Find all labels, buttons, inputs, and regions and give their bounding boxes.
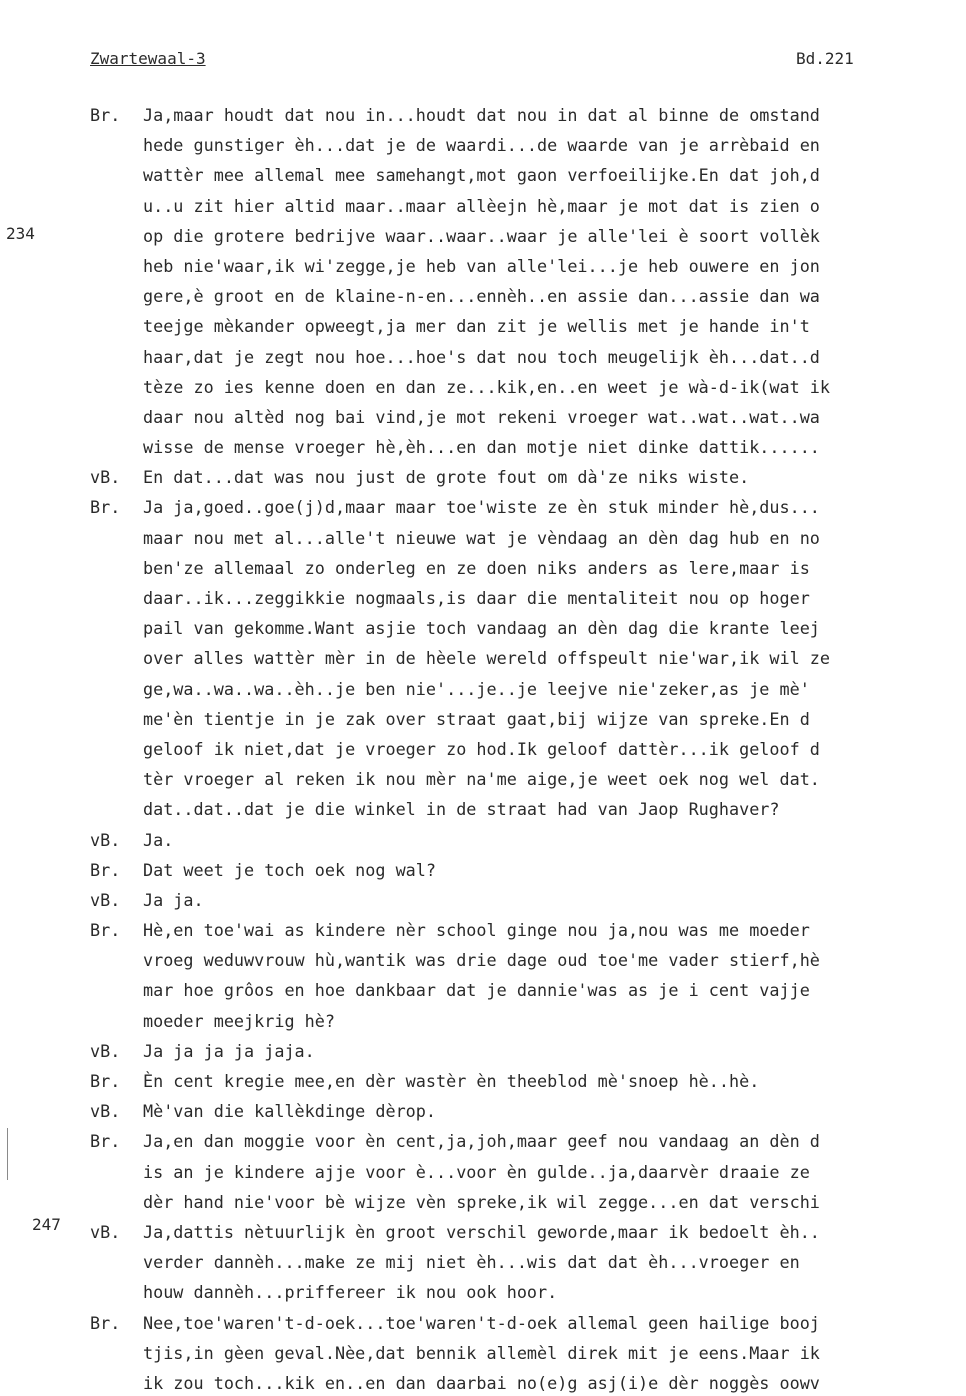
transcript-line xyxy=(90,1126,966,1156)
line-text: Ja ja. xyxy=(143,889,204,910)
line-text: is an je kindere ajje voor è...voor èn gulde..ja,daarvèr draaie ze xyxy=(143,1161,810,1182)
line-text: vroeg weduwvrouw hù,wantik was drie dage oud toe'me vader stierf,hè xyxy=(143,950,820,971)
line-text: ge,wa..wa..wa..èh..je ben nie'...je..je leejve nie'zeker,as je mè' xyxy=(143,678,810,699)
line-text: tèr vroeger al reken ik nou mèr na'me aige,je weet oek nog wel dat. xyxy=(143,769,820,790)
transcript-line xyxy=(90,1338,966,1368)
line-text: dat..dat..dat je die winkel in de straat had van Jaop Rughaver? xyxy=(143,799,780,820)
transcript-line xyxy=(90,734,966,764)
transcript-line xyxy=(90,975,966,1005)
line-text: op die grotere bedrijve waar..waar..waar je alle'lei è soort vollèk xyxy=(143,225,820,246)
line-text: Nee,toe'waren't-d-oek...toe'waren't-d-oek allemal geen hailige booj xyxy=(143,1312,820,1333)
transcript-line xyxy=(90,643,966,673)
transcript-line xyxy=(90,1368,966,1396)
line-text: heb nie'waar,ik wi'zegge,je heb van alle'lei...je heb ouwere en jon xyxy=(143,255,820,276)
transcript-line xyxy=(90,372,966,402)
line-text: Ja. xyxy=(143,829,174,850)
transcript-line xyxy=(90,704,966,734)
line-text: pail van gekomme.Want asjie toch vandaag an dèn dag die krante leej xyxy=(143,618,820,639)
speaker-label: Br. xyxy=(90,920,121,941)
line-text: Èn cent kregie mee,en dèr wastèr èn theeblod mè'snoep hè..hè. xyxy=(143,1071,760,1091)
line-text: over alles wattèr mèr in de hèele wereld offspeult nie'war,ik wil ze xyxy=(143,648,831,669)
line-text: maar nou met al...alle't nieuwe wat je vèndaag an dèn dag hub en no xyxy=(143,527,820,548)
line-text: dèr hand nie'voor bè wijze vèn spreke,ik wil zegge...en dat verschi xyxy=(143,1191,820,1212)
transcript-line xyxy=(90,130,966,160)
margin-line-number: 247 xyxy=(32,1215,61,1234)
transcript-line xyxy=(90,1006,966,1036)
transcript-line xyxy=(90,583,966,613)
line-text: ik zou toch...kik en..en dan daarbai no(e)g asj(i)e dèr noggès oowv xyxy=(143,1372,820,1393)
line-text: daar nou altèd nog bai vind,je mot rekeni vroeger wat..wat..wat..wa xyxy=(143,406,820,427)
line-text: hede gunstiger èh...dat je de waardi...de waarde van je arrèbaid en xyxy=(143,135,820,156)
transcript-line xyxy=(90,764,966,794)
line-text: wisse de mense vroeger hè,èh...en dan motje niet dinke dattik...... xyxy=(143,437,820,458)
speaker-label: Br. xyxy=(90,1131,121,1152)
transcript-line xyxy=(90,523,966,553)
transcript-line xyxy=(90,553,966,583)
speaker-label: vB. xyxy=(90,1101,121,1122)
transcript-line xyxy=(90,100,966,130)
transcript-line xyxy=(90,794,966,824)
line-text: me'èn tientje in je zak over straat gaat,bij wijze van spreke.En d xyxy=(143,708,810,729)
margin-line-number: 234 xyxy=(6,224,35,243)
transcript-line xyxy=(90,160,966,190)
speaker-label: Br. xyxy=(90,497,121,518)
transcript-line xyxy=(90,221,966,251)
transcript-line xyxy=(90,1217,966,1247)
line-text: tèze zo ies kenne doen en dan ze...kik,en..en weet je wà-d-ik(wat ik xyxy=(143,376,831,397)
line-text: gere,è groot en de klaine-n-en...ennèh..en assie dan...assie dan wa xyxy=(143,286,820,307)
speaker-label: vB. xyxy=(90,1040,121,1061)
transcript-line xyxy=(90,825,966,855)
line-text: verder dannèh...make ze mij niet èh...wis dat dat èh...vroeger en xyxy=(143,1252,800,1273)
line-text: Ja,maar houdt dat nou in...houdt dat nou in dat al binne de omstand xyxy=(143,105,820,125)
page-reference: Bd.221 xyxy=(796,49,854,68)
line-text: Ja,en dan moggie voor èn cent,ja,joh,maar geef nou vandaag an dèn d xyxy=(143,1131,820,1152)
transcript-line xyxy=(90,492,966,522)
transcript-line xyxy=(90,945,966,975)
transcript-line xyxy=(90,1247,966,1277)
speaker-label: Br. xyxy=(90,1071,121,1091)
transcript-line xyxy=(90,281,966,311)
speaker-label: vB. xyxy=(90,889,121,910)
line-text: Hè,en toe'wai as kindere nèr school ginge nou ja,nou was me moeder xyxy=(143,920,810,941)
line-text: Ja,dattis nètuurlijk èn groot verschil geworde,maar ik bedoelt èh.. xyxy=(143,1221,820,1242)
transcript-line xyxy=(90,251,966,281)
transcript-line xyxy=(90,885,966,915)
transcript-line xyxy=(90,432,966,462)
transcript-line xyxy=(90,342,966,372)
speaker-label: vB. xyxy=(90,1221,121,1242)
line-text: haar,dat je zegt nou hoe...hoe's dat nou toch meugelijk èh...dat..d xyxy=(143,346,820,367)
speaker-label: vB. xyxy=(90,467,121,488)
line-text: daar..ik...zeggikkie nogmaals,is daar die mentaliteit nou op hoger xyxy=(143,588,810,608)
line-text: tjis,in gèen geval.Nèe,dat bennik allemèl direk mit je eens.Maar ik xyxy=(143,1342,820,1363)
line-text: geloof ik niet,dat je vroeger zo hod.Ik geloof dattèr...ik geloof d xyxy=(143,738,820,759)
transcript-line xyxy=(90,1308,966,1338)
speaker-label: vB. xyxy=(90,829,121,850)
transcript-line xyxy=(90,462,966,492)
line-text: En dat...dat was nou just de grote fout om dà'ze niks wiste. xyxy=(143,467,750,488)
line-text: teejge mèkander opweegt,ja mer dan zit je wellis met je hande in't xyxy=(143,316,810,337)
transcript-line xyxy=(90,613,966,643)
line-text: Ja ja ja ja jaja. xyxy=(143,1040,315,1061)
transcript-body xyxy=(90,100,966,1396)
line-text: Dat weet je toch oek nog wal? xyxy=(143,859,436,880)
line-text: houw dannèh...priffereer ik nou ook hoor. xyxy=(143,1282,558,1303)
transcript-line xyxy=(90,191,966,221)
transcript-line xyxy=(90,1036,966,1066)
line-text: mar hoe grôos en hoe dankbaar dat je dannie'was as je i cent vajje xyxy=(143,980,810,1001)
line-text: ben'ze allemaal zo onderleg en ze doen niks anders as lere,maar is xyxy=(143,557,810,578)
transcript-line xyxy=(90,1066,966,1096)
transcript-line xyxy=(90,1187,966,1217)
line-text: wattèr mee allemal mee samehangt,mot gaon verfoeilijke.En dat joh,d xyxy=(143,165,820,186)
speaker-label: Br. xyxy=(90,1312,121,1333)
page-title: Zwartewaal-3 xyxy=(90,49,206,68)
transcript-line xyxy=(90,1096,966,1126)
transcript-line xyxy=(90,915,966,945)
speaker-label: Br. xyxy=(90,859,121,880)
transcript-line xyxy=(90,1277,966,1307)
transcript-line xyxy=(90,1157,966,1187)
transcript-line xyxy=(90,402,966,432)
line-text: Ja ja,goed..goe(j)d,maar maar toe'wiste ze èn stuk minder hè,dus... xyxy=(143,497,820,518)
transcript-line xyxy=(90,674,966,704)
line-text: Mè'van die kallèkdinge dèrop. xyxy=(143,1101,436,1122)
line-text: moeder meejkrig hè? xyxy=(143,1010,335,1031)
transcript-line xyxy=(90,311,966,341)
transcript-line xyxy=(90,855,966,885)
line-text: u..u zit hier altid maar..maar allèejn hè,maar je mot dat is zien o xyxy=(143,195,820,216)
speaker-label: Br. xyxy=(90,105,121,125)
margin-rule xyxy=(7,1128,8,1180)
